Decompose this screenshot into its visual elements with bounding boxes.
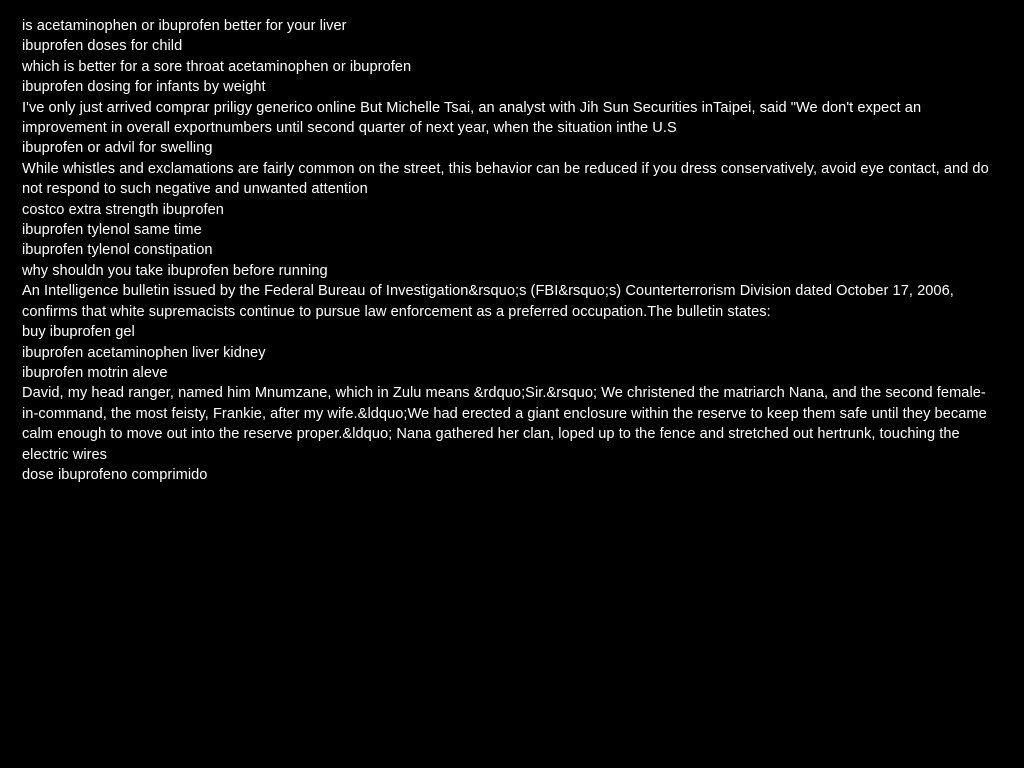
text-line: David, my head ranger, named him Mnumzane, which in Zulu means &rdquo;Sir.&rsquo; We christened the matriarch Nana, and the second female-in-command, the most feisty, Frankie, after my wife.&ldquo;We had erected a giant enclosure within the reserve to keep them safe until they became calm enough to move out into the reserve proper.&ldquo; Nana gathered her clan, loped up to the fence and stretched out hertrunk, touching the electric wires	[22, 385, 987, 463]
text-line: which is better for a sore throat acetaminophen or ibuprofen	[22, 58, 412, 75]
text-line: buy ibuprofen gel	[22, 324, 135, 341]
text-line: costco extra strength ibuprofen	[22, 201, 224, 218]
text-line: While whistles and exclamations are fairly common on the street, this behavior can be reduced if you dress conservatively, avoid eye contact, and do not respond to such negative and unwanted attention	[22, 160, 989, 198]
text-line: ibuprofen or advil for swelling	[22, 140, 213, 157]
text-line: is acetaminophen or ibuprofen better for your liver	[22, 18, 347, 34]
text-line: ibuprofen motrin aleve	[22, 364, 168, 381]
text-line: ibuprofen dosing for infants by weight	[22, 79, 266, 96]
text-line: why shouldn you take ibuprofen before running	[22, 262, 328, 279]
text-line: ibuprofen tylenol same time	[22, 222, 202, 239]
text-line: An Intelligence bulletin issued by the Federal Bureau of Investigation&rsquo;s (FBI&rsquo;s) Counterterrorism Division dated October 17, 2006, confirms that white supremacists continue to pursue law enforcement as a preferred occupation.The bulletin states:	[22, 283, 954, 320]
text-line: dose ibuprofeno comprimido	[22, 466, 208, 483]
text-line: ibuprofen acetaminophen liver kidney	[22, 344, 266, 361]
text-lines	[22, 16, 1002, 485]
text-line: ibuprofen doses for child	[22, 38, 183, 55]
text-line: ibuprofen tylenol constipation	[22, 242, 213, 259]
text-line: I've only just arrived comprar priligy generico online But Michelle Tsai, an analyst with Jih Sun Securities inTaipei, said "We don't expect an improvement in overall exportnumbers until second quarter of next year, when the situation inthe U.S	[22, 99, 922, 137]
